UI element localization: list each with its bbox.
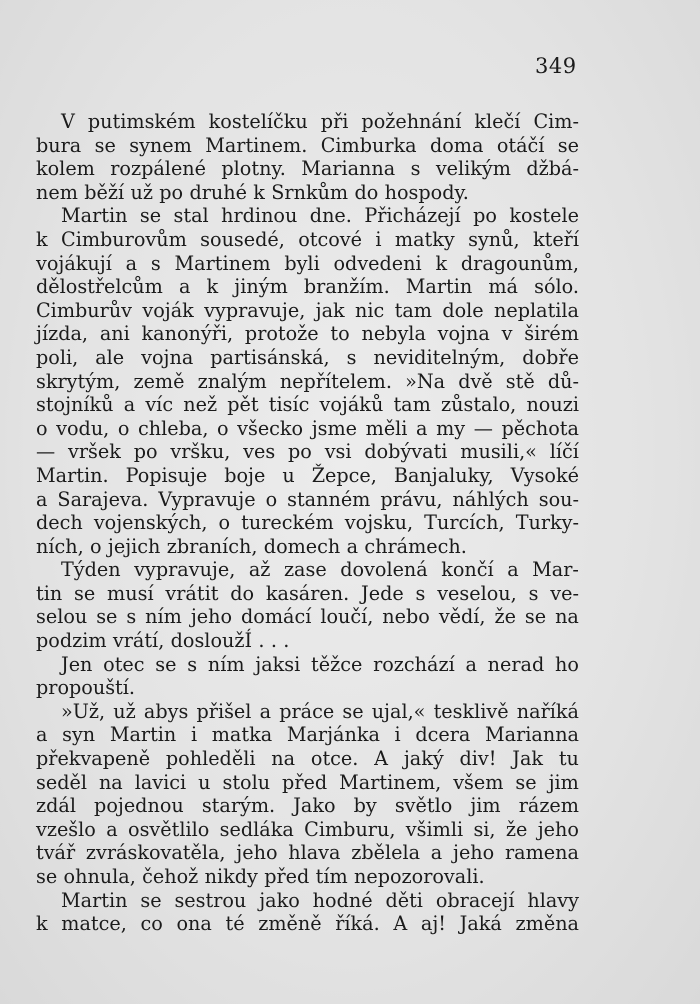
page-number: 349 <box>535 54 577 78</box>
text-line: jízda, ani kanonýři, protože to nebyla vojna v širém <box>36 322 579 346</box>
text-line: a Sarajeva. Vypravuje o stanném právu, náhlých sou- <box>36 487 579 511</box>
text-line: selou se s ním jeho domácí loučí, nebo vědí, že se na <box>36 605 579 629</box>
text-line: seděl na lavici u stolu před Martinem, všem se jim <box>36 770 579 794</box>
text-line: nem běží už po druhé k Srnkům do hospody. <box>36 180 469 204</box>
text-line: vojákují a s Martinem byli odvedeni k dragounům, <box>36 251 579 275</box>
text-line: kolem rozpálené plotny. Marianna s velikým džbá- <box>36 157 579 181</box>
text-line: a syn Martin i matka Marjánka i dcera Marianna <box>36 723 579 747</box>
text-line: Martin. Popisuje boje u Žepce, Banjaluky, Vysoké <box>36 463 579 487</box>
text-line: podzim vrátí, dosloužÍ . . . <box>36 629 290 653</box>
text-line: ních, o jejich zbraních, domech a chrámech. <box>36 534 467 558</box>
text-line: Týden vypravuje, až zase dovolená končí a Mar- <box>61 558 579 582</box>
text-line: Martin se sestrou jako hodné děti obracejí hlavy <box>61 888 579 912</box>
text-line: V putimském kostelíčku při požehnání klečí Cim- <box>61 110 579 133</box>
text-line: skrytým, země znalým nepřítelem. »Na dvě stě dů- <box>36 369 579 393</box>
text-line: k Cimburovům sousedé, otcové i matky synů, kteří <box>36 227 579 251</box>
text-line: — vršek po vršku, ves po vsi dobývati musili,« líčí <box>36 440 579 464</box>
text-line: tvář zvráskovatěla, jeho hlava zbělela a jeho ramena <box>36 841 579 865</box>
text-line: k matce, co ona té změně říká. A aj! Jaká změna <box>36 912 579 936</box>
text-line: Jen otec se s ním jaksi těžce rozchází a nerad ho <box>61 652 579 676</box>
text-line: propouští. <box>36 676 135 700</box>
text-line: stojníků a víc než pět tisíc vojáků tam zůstalo, nouzi <box>36 393 579 417</box>
text-line: bura se synem Martinem. Cimburka doma otáčí se <box>36 133 579 157</box>
text-line: zdál pojednou starým. Jako by světlo jim rázem <box>36 794 579 818</box>
text-line: překvapeně pohleděli na otce. A jaký div! Jak tu <box>36 747 579 771</box>
text-line: Cimburův voják vypravuje, jak nic tam dole neplatila <box>36 298 579 322</box>
text-line: Martin se stal hrdinou dne. Přicházejí po kostele <box>61 204 579 228</box>
text-line: o vodu, o chleba, o všecko jsme měli a my — pěchota <box>36 416 579 440</box>
text-line: »Už, už abys přišel a práce se ujal,« tesklivě naříká <box>61 699 579 723</box>
text-line: poli, ale vojna partisánská, s neviditelným, dobře <box>36 345 579 369</box>
text-line: dělostřelcům a k jiným branžím. Martin má sólo. <box>36 275 579 299</box>
text-line: tin se musí vrátit do kasáren. Jede s veselou, s ve- <box>36 581 579 605</box>
text-line: se ohnula, čehož nikdy před tím nepozorovali. <box>36 865 485 888</box>
text-line: dech vojenských, o tureckém vojsku, Turcích, Turky- <box>36 511 579 535</box>
text-line: vzešlo a osvětlilo sedláka Cimburu, všimli si, že jeho <box>36 817 579 841</box>
body-text <box>36 110 579 936</box>
